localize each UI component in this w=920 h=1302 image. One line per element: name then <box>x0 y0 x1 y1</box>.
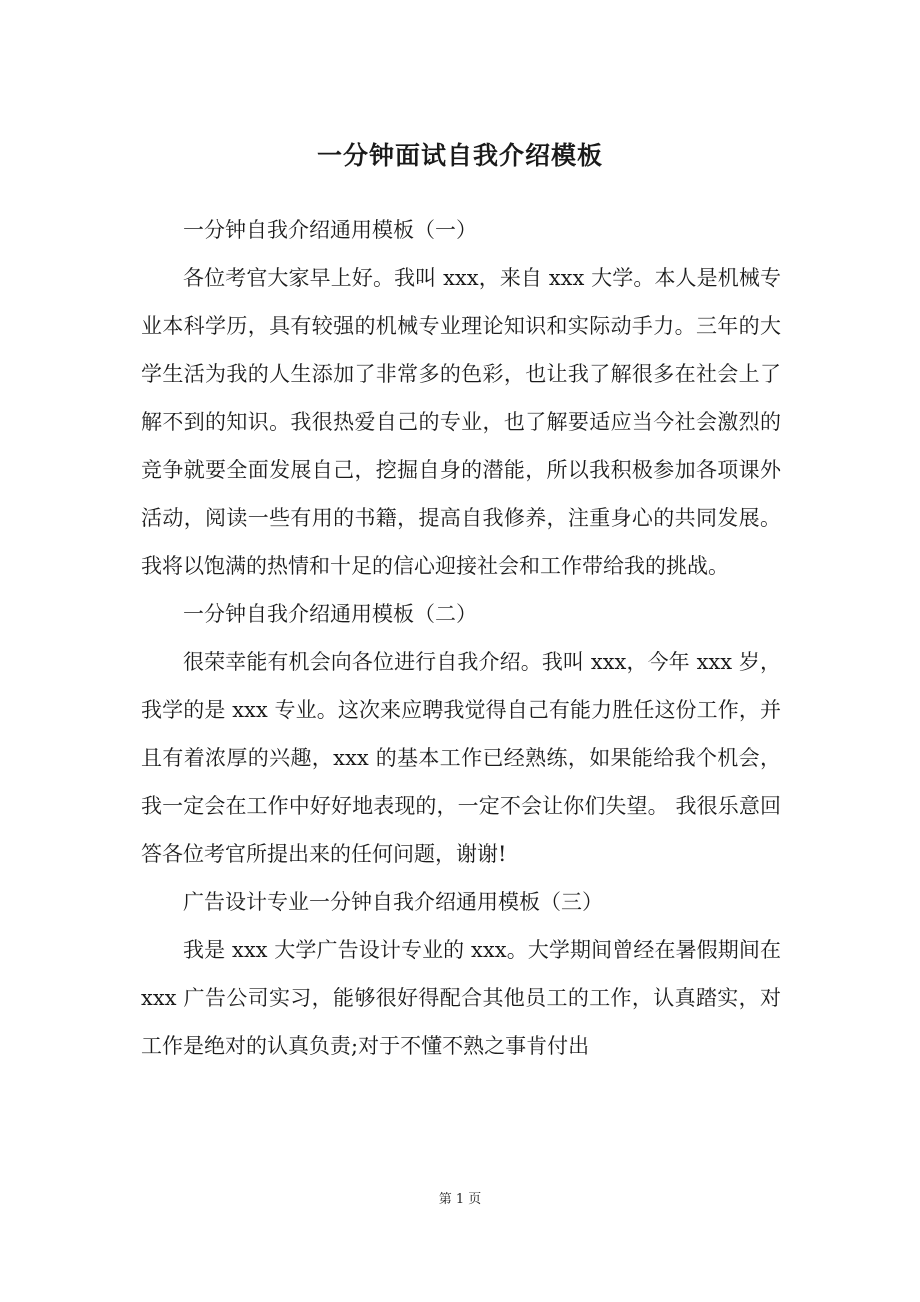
page-number: 第 1 页 <box>438 1192 482 1207</box>
paragraph-2: 很荣幸能有机会向各位进行自我介绍。我叫 xxx，今年 xxx 岁，我学的是 xxx 专业。这次来应聘我觉得自己有能力胜任这份工作，并且有着浓厚的兴趣，xxx 的基本工作已经熟练，如果能给我个机会，我一定会在工作中好好地表现的，一定不会让你们失望。 我很乐意回答各位考官所提出来的任何问题，谢谢! <box>141 650 781 866</box>
document-title: 一分钟面试自我介绍模板 <box>316 141 603 170</box>
section-heading-2: 一分钟自我介绍通用模板（二） <box>183 602 477 626</box>
section-heading-3: 广告设计专业一分钟自我介绍通用模板（三） <box>183 890 603 914</box>
document-body <box>141 206 781 1070</box>
paragraph-1: 各位考官大家早上好。我叫 xxx，来自 xxx 大学。本人是机械专业本科学历，具有较强的机械专业理论知识和实际动手力。三年的大学生活为我的人生添加了非常多的色彩，也让我了解很多在社会上了解不到的知识。我很热爱自己的专业，也了解要适应当今社会激烈的竞争就要全面发展自己，挖掘自身的潜能，所以我积极参加各项课外活动，阅读一些有用的书籍，提高自我修养，注重身心的共同发展。我将以饱满的热情和十足的信心迎接社会和工作带给我的挑战。 <box>141 266 781 578</box>
section-heading-1: 一分钟自我介绍通用模板（一） <box>183 218 477 242</box>
paragraph-3: 我是 xxx 大学广告设计专业的 xxx。大学期间曾经在暑假期间在 xxx 广告公司实习，能够很好得配合其他员工的工作，认真踏实，对工作是绝对的认真负责;对于不懂不熟之事肯付出 <box>141 938 781 1058</box>
